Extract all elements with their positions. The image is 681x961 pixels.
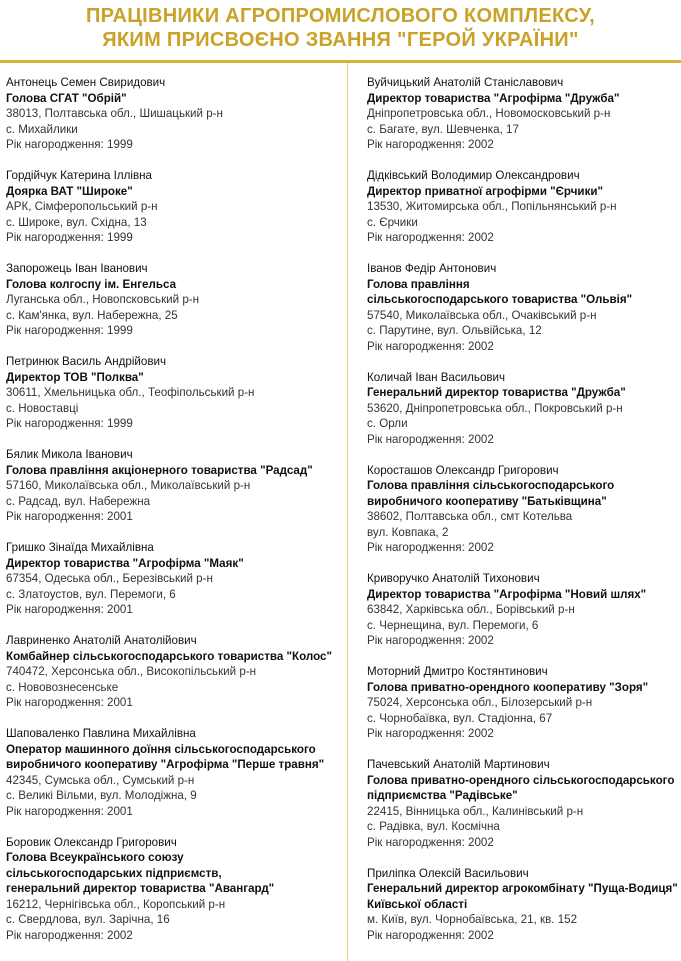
hero-position: Генеральний директор агрокомбінату "Пуща-Водиця" [367, 882, 678, 895]
award-year: Рік нагородження: 2001 [6, 510, 133, 523]
hero-address: 38013, Полтавська обл., Шишацький р-н [6, 107, 223, 120]
award-year: Рік нагородження: 2002 [367, 339, 494, 353]
hero-name: Приліпка Олексій Васильович [367, 866, 529, 880]
hero-address: 13530, Житомирська обл., Попільнянський р-н [367, 200, 617, 213]
hero-entry [6, 633, 341, 711]
hero-position: Голова колгоспу ім. Енгельса [6, 277, 177, 291]
hero-entry [6, 726, 341, 819]
award-year: Рік нагородження: 1999 [6, 324, 133, 337]
hero-position: Комбайнер сільськогосподарського товариства "Колос" [6, 649, 333, 663]
hero-name: Гордійчук Катерина Іллівна [6, 169, 152, 182]
hero-position: виробничого кооперативу "Батьківщина" [367, 494, 607, 508]
hero-address: АРК, Сімферопольський р-н [6, 200, 158, 213]
hero-address: с. Радсад, вул. Набережна [6, 494, 151, 508]
page-title [0, 4, 681, 52]
page-title-line-2: ЯКИМ ПРИСВОЄНО ЗВАННЯ "ГЕРОЙ УКРАЇНИ" [102, 29, 579, 51]
award-year: Рік нагородження: 2001 [6, 696, 133, 709]
hero-address: с. Єрчики [367, 215, 418, 229]
hero-entry [367, 168, 677, 246]
hero-entry [367, 664, 677, 742]
hero-name: Шаповаленко Павлина Михайлівна [6, 727, 196, 740]
hero-position: підприємства "Радівське" [367, 789, 518, 802]
hero-position: Директор товариства "Агрофірма "Дружба" [367, 91, 620, 105]
column-divider [347, 63, 348, 961]
hero-entry [367, 866, 677, 944]
award-year: Рік нагородження: 1999 [6, 231, 133, 244]
award-year: Рік нагородження: 2002 [367, 634, 494, 647]
award-year: Рік нагородження: 2002 [367, 231, 494, 244]
hero-address: с. Новоставці [6, 401, 79, 415]
hero-position: Директор товариства "Агрофірма "Маяк" [6, 556, 244, 570]
hero-entry [367, 261, 677, 354]
hero-name: Моторний Дмитро Костянтинович [367, 665, 548, 678]
award-year: Рік нагородження: 2002 [367, 928, 494, 942]
award-year: Рік нагородження: 2002 [367, 432, 494, 446]
hero-position: Голова правління акціонерного товариства "Радсад" [6, 463, 313, 477]
award-year: Рік нагородження: 2001 [6, 804, 133, 818]
hero-name: Антонець Семен Свиридович [6, 76, 166, 89]
hero-address: с. Чернещина, вул. Перемоги, 6 [367, 618, 539, 632]
hero-address: 75024, Херсонська обл., Білозерський р-н [367, 696, 593, 709]
hero-address: 53620, Дніпропетровська обл., Покровський р-н [367, 401, 623, 415]
left-column [6, 75, 341, 959]
hero-address: 22415, Вінницька обл., Калинівський р-н [367, 804, 584, 818]
hero-entry [367, 463, 677, 556]
hero-position: сільськогосподарського товариства "Ольвія" [367, 293, 633, 306]
award-year: Рік нагородження: 2002 [6, 928, 133, 942]
hero-address: 30611, Хмельницька обл., Теофіпольський р-н [6, 386, 255, 399]
award-year: Рік нагородження: 2001 [6, 603, 133, 616]
hero-address: с. Свердлова, вул. Зарічна, 16 [6, 913, 170, 926]
hero-address: с. Парутине, вул. Ольвійська, 12 [367, 324, 542, 337]
hero-position: Директор ТОВ "Полква" [6, 370, 144, 384]
hero-name: Дідківський Володимир Олександрович [367, 169, 580, 182]
hero-address: 38602, Полтавська обл., смт Котельва [367, 510, 573, 523]
hero-address: 42345, Сумська обл., Сумський р-н [6, 773, 195, 787]
hero-position: Голова правління сільськогосподарського [367, 479, 615, 492]
hero-address: 57160, Миколаївська обл., Миколаївський р-н [6, 479, 251, 492]
hero-entry [6, 835, 341, 944]
hero-position: Оператор машинного доїння сільськогосподарського [6, 742, 316, 756]
hero-entry [6, 75, 341, 153]
award-year: Рік нагородження: 2002 [367, 727, 494, 740]
hero-position: Голова Всеукраїнського союзу [6, 851, 184, 864]
award-year: Рік нагородження: 2002 [367, 835, 494, 849]
hero-name: Запорожець Іван Іванович [6, 262, 148, 275]
hero-address: с. Кам'янка, вул. Набережна, 25 [6, 308, 178, 322]
hero-address: с. Радівка, вул. Космічна [367, 820, 500, 833]
hero-name: Петринюк Василь Андрійович [6, 355, 167, 368]
hero-address: с. Нововознесенське [6, 680, 119, 694]
hero-address: с. Златоустов, вул. Перемоги, 6 [6, 587, 176, 601]
title-divider [0, 60, 681, 63]
hero-address: 740472, Херсонська обл., Високопільський р-н [6, 665, 257, 678]
hero-address: с. Багате, вул. Шевченка, 17 [367, 122, 519, 136]
hero-position: сільськогосподарських підприємств, [6, 866, 222, 880]
hero-name: Коросташов Олександр Григорович [367, 463, 559, 477]
right-column [367, 75, 677, 959]
hero-address: 57540, Миколаївська обл., Очаківський р-н [367, 308, 597, 322]
page-title-line-1: ПРАЦІВНИКИ АГРОПРОМИСЛОВОГО КОМПЛЕКСУ, [85, 5, 596, 27]
hero-name: Боровик Олександр Григорович [6, 835, 177, 849]
award-year: Рік нагородження: 2002 [367, 541, 494, 554]
hero-address: 63842, Харківська обл., Борівський р-н [367, 603, 575, 616]
hero-entry [367, 75, 677, 153]
hero-address: с. Михайлики [6, 122, 78, 136]
hero-address: 67354, Одеська обл., Березівський р-н [6, 572, 213, 585]
hero-address: с. Чорнобаївка, вул. Стадіонна, 67 [367, 711, 553, 725]
hero-position: виробничого кооперативу "Агрофірма "Перше травня" [6, 758, 325, 771]
hero-entry [6, 540, 341, 618]
hero-position: Доярка ВАТ "Широке" [6, 184, 133, 198]
hero-address: с. Орли [367, 417, 408, 430]
hero-address: с. Широке, вул. Східна, 13 [6, 215, 147, 229]
award-year: Рік нагородження: 1999 [6, 138, 133, 151]
award-year: Рік нагородження: 1999 [6, 417, 133, 430]
hero-position: Голова СГАТ "Обрій" [6, 91, 127, 105]
hero-position: Голова правління [367, 277, 470, 291]
hero-address: Дніпропетровська обл., Новомосковський р-н [367, 107, 611, 120]
hero-position: Голова приватно-орендного сільськогосподарського [367, 773, 675, 787]
hero-address: вул. Ковпака, 2 [367, 525, 449, 539]
hero-address: с. Великі Вільми, вул. Молодіжна, 9 [6, 789, 197, 802]
hero-position: Голова приватно-орендного кооперативу "Зоря" [367, 680, 649, 694]
hero-position: генеральний директор товариства "Авангард" [6, 882, 275, 895]
hero-address: 16212, Чернігівська обл., Коропський р-н [6, 897, 226, 911]
hero-name: Пачевський Анатолій Мартинович [367, 758, 550, 771]
hero-name: Количай Іван Васильович [367, 370, 506, 384]
hero-name: Криворучко Анатолій Тихонович [367, 572, 540, 585]
hero-entry [367, 571, 677, 649]
award-year: Рік нагородження: 2002 [367, 138, 494, 151]
hero-entry [6, 354, 341, 432]
hero-entry [6, 261, 341, 339]
hero-entry [367, 757, 677, 850]
hero-position: Директор приватної агрофірми "Єрчики" [367, 184, 603, 198]
hero-name: Бялик Микола Іванович [6, 448, 133, 461]
hero-entry [6, 168, 341, 246]
hero-name: Лавриненко Анатолій Анатолійович [6, 634, 197, 647]
hero-position: Директор товариства "Агрофірма "Новий шлях" [367, 587, 647, 601]
hero-name: Вуйчицький Анатолій Станіславович [367, 76, 564, 89]
hero-entry [6, 447, 341, 525]
hero-address: м. Київ, вул. Чорнобаївська, 21, кв. 152 [367, 913, 578, 926]
hero-position: Генеральний директор товариства "Дружба" [367, 386, 626, 399]
hero-name: Гришко Зінаїда Михайлівна [6, 541, 154, 554]
hero-name: Іванов Федір Антонович [367, 262, 497, 275]
hero-entry [367, 370, 677, 448]
hero-position: Київської області [367, 897, 468, 911]
hero-address: Луганська обл., Новопсковський р-н [6, 293, 200, 306]
